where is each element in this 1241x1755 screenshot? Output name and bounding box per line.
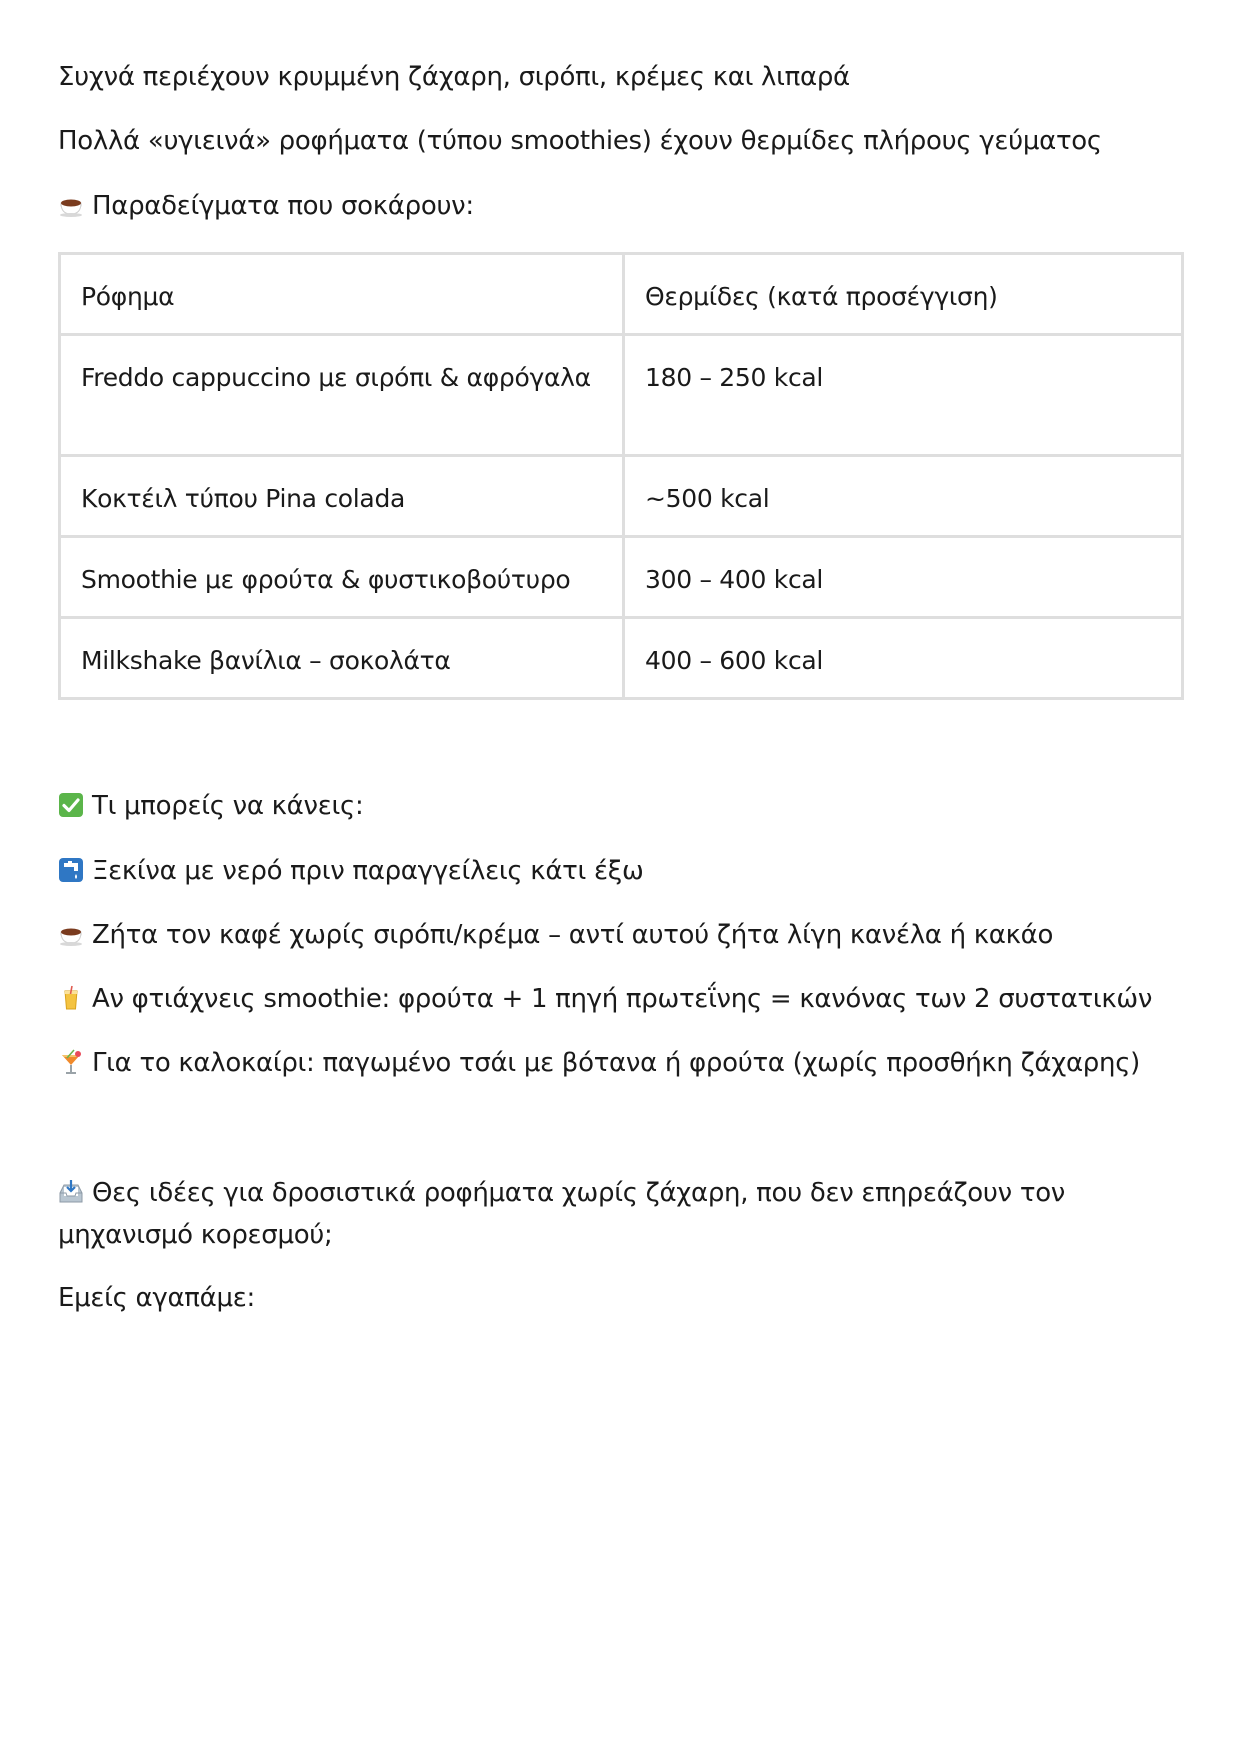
calories-cell: 180 – 250 kcal <box>624 335 1183 456</box>
tip-text: Για το καλοκαίρι: παγωμένο τσάι με βότανα ή φρούτα (χωρίς προσθήκη ζάχαρης) <box>92 1048 1140 1078</box>
hot-beverage-icon <box>58 192 84 218</box>
tip-item <box>58 850 643 892</box>
calories-cell: ~500 kcal <box>624 456 1183 537</box>
tips-heading <box>58 785 363 827</box>
table-row <box>60 618 1183 699</box>
closing-question <box>58 1172 1158 1256</box>
juice-cup-icon <box>58 985 84 1011</box>
drink-cell: Freddo cappuccino με σιρόπι & αφρόγαλα <box>60 335 624 456</box>
tip-text: Αν φτιάχνεις smoothie: φρούτα + 1 πηγή πρωτεΐνης = κανόνας των 2 συστατικών <box>92 984 1153 1014</box>
closing-love: Εμείς αγαπάμε: <box>58 1283 255 1313</box>
tips-heading-text: Τι μπορείς να κάνεις: <box>92 791 364 821</box>
examples-heading <box>58 185 474 227</box>
drink-cell: Κοκτέιλ τύπου Pina colada <box>60 456 624 537</box>
drink-cell: Milkshake βανίλια – σοκολάτα <box>60 618 624 699</box>
tip-item <box>58 914 1053 956</box>
tip-item <box>58 978 1152 1020</box>
intro-line-2: Πολλά «υγιεινά» ροφήματα (τύπου smoothies) έχουν θερμίδες πλήρους γεύματος <box>58 126 1102 156</box>
examples-heading-text: Παραδείγματα που σοκάρουν: <box>92 191 474 221</box>
table-header-drink: Ρόφημα <box>60 254 624 335</box>
closing-question-text: Θες ιδέες για δροσιστικά ροφήματα χωρίς ζάχαρη, που δεν επηρεάζουν τον μηχανισμό κορεσμού; <box>58 1178 1066 1250</box>
calories-cell: 400 – 600 kcal <box>624 618 1183 699</box>
calories-table <box>58 252 1184 700</box>
table-row <box>60 335 1183 456</box>
tip-text: Ξεκίνα με νερό πριν παραγγείλεις κάτι έξω <box>92 856 644 886</box>
table-row <box>60 537 1183 618</box>
table-header-row <box>60 254 1183 335</box>
calories-cell: 300 – 400 kcal <box>624 537 1183 618</box>
water-tap-icon <box>58 857 84 883</box>
inbox-tray-icon <box>58 1179 84 1205</box>
tropical-drink-icon <box>58 1049 84 1075</box>
tip-text: Ζήτα τον καφέ χωρίς σιρόπι/κρέμα – αντί αυτού ζήτα λίγη κανέλα ή κακάο <box>92 920 1054 950</box>
intro-line-1: Συχνά περιέχουν κρυμμένη ζάχαρη, σιρόπι, κρέμες και λιπαρά <box>58 62 850 92</box>
table-header-calories: Θερμίδες (κατά προσέγγιση) <box>624 254 1183 335</box>
table-row <box>60 456 1183 537</box>
hot-beverage-icon <box>58 921 84 947</box>
drink-cell: Smoothie με φρούτα & φυστικοβούτυρο <box>60 537 624 618</box>
tip-item <box>58 1042 1140 1084</box>
check-mark-icon <box>58 792 84 818</box>
